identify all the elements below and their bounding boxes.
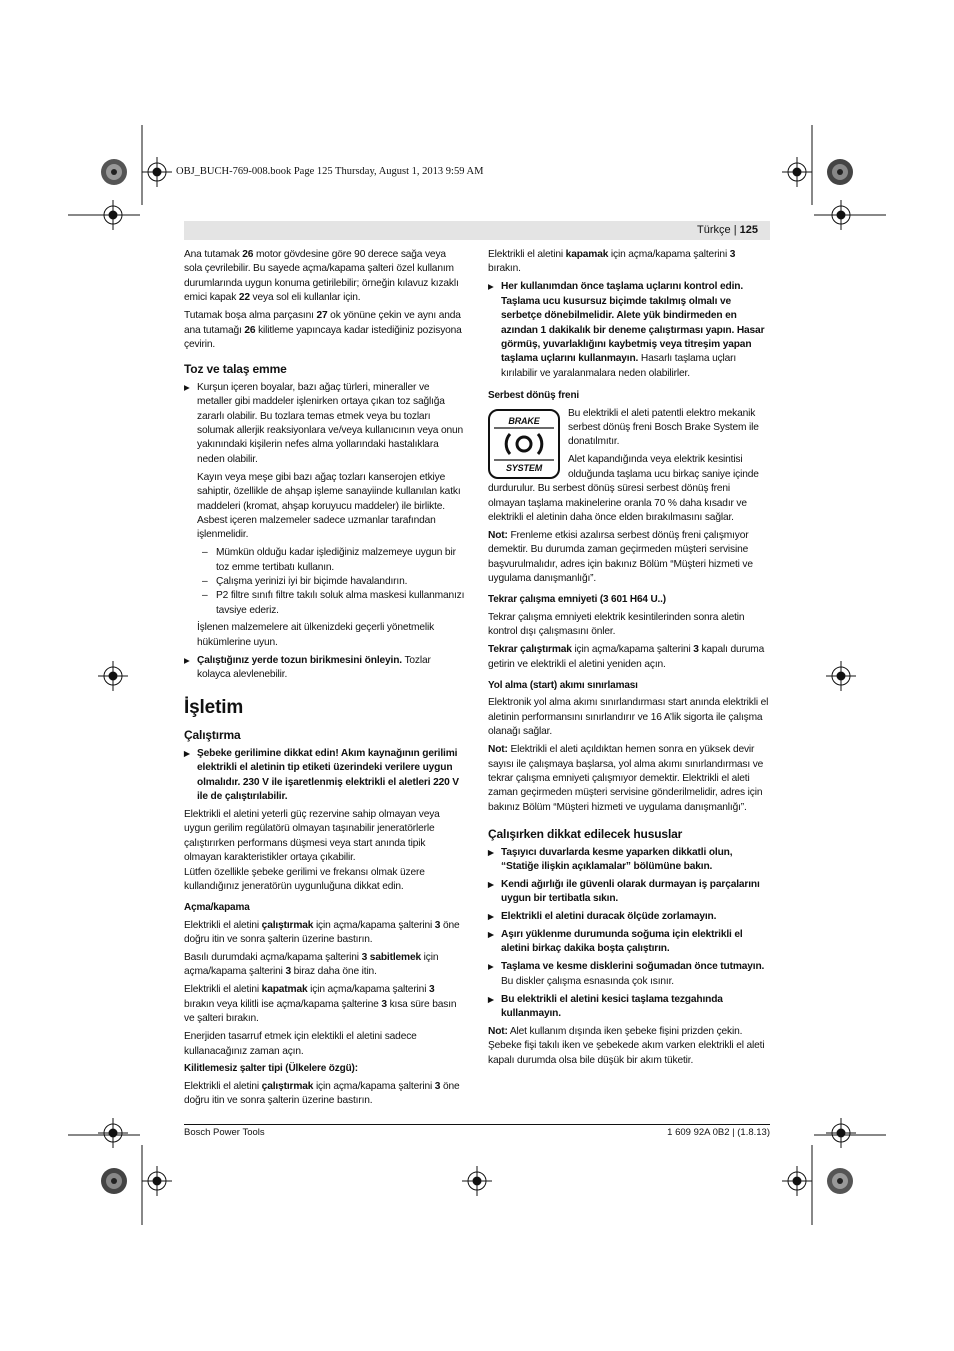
footer-brand: Bosch Power Tools [184, 1127, 265, 1138]
startup-heading: Çalıştırma [184, 728, 241, 743]
restart-instruction-paragraph: Tekrar çalıştırmak için açma/kapama şalterini 3 kapalı duruma getirin ve elektrikli el aletini yeniden açın. [488, 644, 765, 670]
footer-rule [184, 1124, 770, 1125]
dust-accumulation-bullet: ▶ Çalıştığınız yerde tozun birikmesini önleyin. Tozlar kolayca alevlenebilir. [184, 654, 465, 683]
brake-system-icon [488, 409, 560, 479]
dust-dash-item: – P2 filtre sınıfı filtre takılı soluk alma maskesi kullanmanızı tavsiye ederiz. [184, 589, 465, 618]
dust-extraction-heading: Toz ve talaş emme [184, 362, 287, 377]
header-language: Türkçe [697, 224, 731, 236]
brake-icon-bottom-label: SYSTEM [505, 462, 543, 473]
dust-warning-bullet: ▶ Kurşun içeren boyalar, bazı ağaç türleri, mineraller ve metaller gibi maddeler işlenirken ortaya çıkan toz sağlığa zararlı olabilir. Bu tozlara temas etmek veya bu tozları solumak allerjik reaksiyonlara ve/veya kullanıcının veya onun yakınındaki kişilerin nefes alma yollarındaki hastalıklara neden olabilir. [184, 381, 465, 467]
handle-release-paragraph: Tutamak boşa alma parçasını 27 ok yönüne çekin ve aynı anda ana tutamağı 26 kilitleme yapıncaya kadar istediğiniz pozisyona çevirin. [184, 310, 462, 350]
on-off-heading: Açma/kapama [184, 902, 250, 914]
page-number: 125 [739, 224, 758, 236]
restart-protection-heading: Tekrar çalışma emniyeti (3 601 H64 U..) [488, 594, 666, 606]
print-slug: OBJ_BUCH-769-008.book Page 125 Thursday, August 1, 2013 9:59 AM [176, 166, 484, 177]
working-advice-bullet: ▶ Aşırı yüklenme durumunda soğuma için elektrikli el aletini birkaç dakika boşta çalıştırın. [488, 928, 769, 957]
restart-protection-paragraph: Tekrar çalışma emniyeti elektrik kesintilerinden sonra aletin kontrol dışı çalışmasını önler. [488, 611, 745, 638]
generator-paragraph: Elektrikli el aletini yeterli güç rezervine sahip olmayan veya uygun gerilim regülatörü olmayan taşınabilir jeneratörlerle çalıştırırken performans düşmesi veya start anında tipik olmayan karakteristikler ortaya çıkabilir. [184, 808, 440, 864]
inrush-current-paragraph: Elektronik yol alma akımı sınırlandırması start anında elektrikli el aletinin performansını sınırlandırır ve 16 A’lik sigorta ile çalışma olanağı sağlar. [488, 697, 769, 738]
no-lock-switch-paragraph: Elektrikli el aletini çalıştırmak için açma/kapama şalterini 3 öne doğru itin ve sonra şalterin üzerine bastırın. [184, 1080, 460, 1107]
working-advice-bullet: ▶ Taşıyıcı duvarlarda kesme yaparken dikkatli olun, “Statiğe ilişkin açıklamalar” bölümüne bakın. [488, 846, 769, 875]
switch-off-paragraph: Elektrikli el aletini kapatmak için açma/kapama şalterini 3 bırakın veya kilitli ise açma/kapama şalterine 3 kısa süre basın ve şalteri bırakın. [184, 984, 457, 1025]
brake-heading: Serbest dönüş freni [488, 390, 580, 402]
right-column [488, 248, 769, 1072]
brake-icon-top-label: BRAKE [508, 415, 540, 426]
working-advice-bullet: ▶ Elektrikli el aletini duracak ölçüde zorlamayın. [488, 910, 769, 924]
brake-effect-paragraph: Alet kapandığında veya elektrik kesintisi olduğunda taşlama ucu birkaç saniye içinde durdurulur. Bu serbest dönüş süresi serbest dönüş freni olmayan taşlama makinelerine oranla 70 % daha kısadır ve elektrikli el aletinin daha önce elden bırakılmasını sağlar. [488, 454, 759, 523]
inrush-current-heading: Yol alma (start) akımı sınırlaması [488, 679, 638, 691]
switch-lock-paragraph: Basılı durumdaki açma/kapama şalterini 3 sabitlemek için açma/kapama şalterini 3 biraz daha öne itin. [184, 952, 439, 978]
voltage-warning-bullet: ▶ Şebeke gerilimine dikkat edin! Akım kaynağının gerilimi elektrikli el aletinin tip etiketi üzerindeki verilere uygun olmalıdır. 230 V ile işaretlenmiş elektrikli el aletleri 220 V ile de çalıştırılabilir. [184, 747, 465, 805]
left-column [184, 248, 465, 1112]
dust-dash-item: – Mümkün olduğu kadar işlediğiniz malzemeye uygun bir toz emme tertibatı kullanın. [184, 546, 465, 575]
no-lock-switch-heading: Kilitlemesiz şalter tipi (Ülkelere özgü): [184, 1063, 358, 1075]
handle-rotation-paragraph: Ana tutamak 26 motor gövdesine göre 90 derece sağa veya sola çevrilebilir. Bu sayede açma/kapama şalteri özel kullanım durumlarında uygun konuma getirilebilir; örneğin kılavuz kızaklı emici kapak 22 veya sol eli kullanlar için. [184, 249, 459, 304]
generator-note: Lütfen özellikle şebeke gerilimi ve frekansı olmak üzere kullandığınız jeneratörün uygunluğuna dikkat edin. [184, 866, 425, 892]
energy-saving-paragraph: Enerjiden tasarruf etmek için elektikli el aletini sadece kullanacağınız zaman açın. [184, 1031, 417, 1057]
working-advice-bullet: ▶ Taşlama ve kesme disklerini soğumadan önce tutmayın. Bu diskler çalışma esnasında çok ısınır. [488, 960, 769, 989]
brake-section [488, 407, 769, 529]
inrush-note: Not: Elektrikli el aleti açıldıktan hemen sonra en yüksek devir sayısı ile çalışmaya başlarsa, yol alma akımı sınırlandırması ve tekrar çalışma emniyeti çalışmıyor demektir. Elektrikli el aleti zaman geçirmeden müşteri servisine gönderilmelidir, adres için bakınız Bölüm “Müşteri hizmeti ve uygulama danışmanlığı”. [488, 744, 764, 813]
dust-dash-item: – Çalışma yerinizi iyi bir biçimde havalandırın. [184, 575, 465, 589]
brake-note: Not: Frenleme etkisi azalırsa serbest dönüş freni çalışmıyor demektir. Bu durumda zaman geçirmeden müşteri servisine başvurulmalıdır, adres için bakınız Bölüm “Müşteri hizmeti ve uygulama danışmanlığı”. [488, 529, 753, 585]
working-advice-bullet: ▶ Bu elektrikli el aletini kesici taşlama tezgahında kullanmayın. [488, 993, 769, 1022]
footer-code: 1 609 92A 0B2 | (1.8.13) [667, 1127, 770, 1138]
working-advice-heading: Çalışırken dikkat edilecek hususlar [488, 827, 683, 842]
switch-on-paragraph: Elektrikli el aletini çalıştırmak için açma/kapama şalterini 3 öne doğru itin ve sonra şalterin üzerine bastırın. [184, 919, 460, 946]
dust-warning-continued: Kayın veya meşe gibi bazı ağaç tozları kanserojen etkiye sahiptir, özellikle de ahşap işleme sanayiinde kullanılan katkı maddeleri (kromat, ahşap koruyucu maddeler) ile birlikte. Asbest içeren malzemeler sadece uzmanlar tarafından işlenmelidir. [197, 471, 461, 541]
dust-regulations-note: İşlenen malzemelere ait ülkenizdeki geçerli yönetmelik hükümlerine uyun. [197, 622, 435, 648]
running-header: Türkçe | 125 [697, 224, 758, 236]
operation-heading: İşletim [184, 697, 244, 719]
header-bar [184, 221, 770, 240]
unplug-note: Not: Alet kullanım dışında iken şebeke fişini prizden çekin. Şebeke fişi takılı iken ve şebekede akım varken elektrikli el aleti kapalı durumda olsa bile düşük bir akım tüketir. [488, 1026, 765, 1066]
working-advice-bullet: ▶ Kendi ağırlığı ile güvenli olarak durmayan iş parçalarını uygun bir tertibatla sıkın. [488, 878, 769, 907]
check-grinding-tools-bullet: ▶ Her kullanımdan önce taşlama uçlarını kontrol edin. Taşlama ucu kusursuz biçimde takılmış olmalı ve serbetçe dönebilmelidir. Alete yük bindirmeden en azından 1 dakikalık bir deneme çalıştırması yapın. Hasar görmüş, yuvarlaklığını kaybetmiş veya titreşim yapan taşlama uçlarını kullanmayın. Hasarlı taşlama uçları kırılabilir ve yaralanmalara neden olabilirler. [488, 280, 769, 381]
switch-off-paragraph: Elektrikli el aletini kapamak için açma/kapama şalterini 3 bırakın. [488, 249, 736, 275]
brake-description: Bu elektrikli el aleti patentli elektro mekanik serbest dönüş freni Bosch Brake System ile donatılmıtır. [568, 407, 759, 448]
